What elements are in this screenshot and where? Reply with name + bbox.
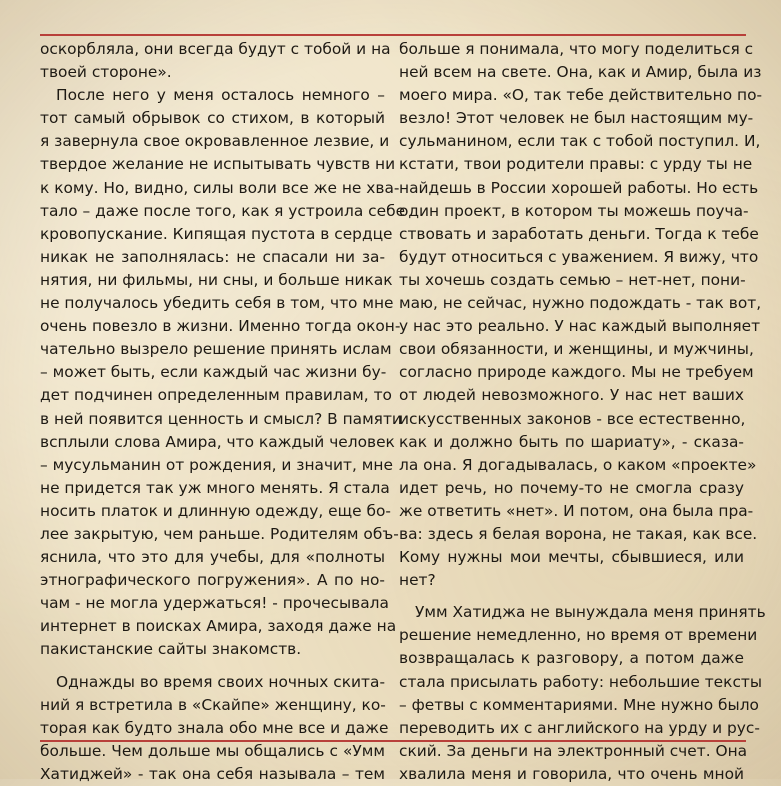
text-line: от людей невозможного. У нас нет ваших [399, 386, 744, 405]
text-line: ский. За деньги на электронный счет. Она [399, 741, 748, 760]
text-line: Хатиджей» - так она себя называла – тем [40, 764, 385, 783]
text-line: – может быть, если каждый час жизни бу- [40, 363, 387, 382]
text-line: искусственных законов - все естественно, [399, 409, 746, 428]
text-line: этнографического погружения». А по но- [40, 571, 385, 590]
text-line: я завернула свое окровавленное лезвие, и [40, 132, 390, 151]
text-line: чательно вызрело решение принять ислам [40, 340, 392, 359]
text-line: согласно природе каждого. Мы не требуем [399, 363, 754, 382]
text-line: идет речь, но почему-то не смогла сразу [399, 478, 744, 497]
text-line: твоей стороне». [40, 63, 172, 82]
text-line: возвращалась к разговору, а потом даже [399, 649, 744, 668]
text-line: очень повезло в жизни. Именно тогда окон- [40, 317, 401, 336]
text-line: – фетвы с комментариями. Мне нужно было [399, 695, 759, 714]
text-line: ла она. Я догадывалась, о каком «проекте» [399, 455, 757, 474]
text-line: маю, не сейчас, нужно подождать - так вот, [399, 294, 762, 313]
text-line: чам - не могла удержаться! - прочесывала [40, 594, 389, 613]
text-line: торая как будто знала обо мне все и даже [40, 718, 389, 737]
text-line: нет? [399, 571, 436, 590]
text-line: тало – даже после того, как я устроила себе [40, 201, 406, 220]
text-line: стала присылать работу: небольшие тексты [399, 672, 763, 691]
text-line: ва: здесь я белая ворона, не такая, как все. [399, 524, 758, 543]
text-line: решение немедленно, но время от времени [399, 626, 758, 645]
text-line: твердое желание не испытывать чувств ни [40, 155, 396, 174]
top-rule [40, 34, 746, 36]
text-line: яснила, что это для учебы, для «полноты [40, 548, 385, 567]
text-line: ний я встретила в «Скайпе» женщину, ко- [40, 695, 386, 714]
text-line: моего мира. «О, так тебе действительно по- [399, 86, 763, 105]
text-line: хвалила меня и говорила, что очень мной [399, 764, 744, 783]
text-line: ствовать и заработать деньги. Тогда к тебе [399, 224, 759, 243]
text-line: нятия, ни фильмы, ни сны, и больше никак [40, 270, 393, 289]
text-line: пакистанские сайты знакомств. [40, 640, 302, 659]
text-line: сульманином, если так с тобой поступил. И, [399, 132, 761, 151]
text-line: найдешь в России хорошей работы. Но есть [399, 178, 759, 197]
text-line: кровопускание. Кипящая пустота в сердце [40, 224, 393, 243]
text-line: не получалось убедить себя в том, что мне [40, 294, 394, 313]
right-column [399, 38, 766, 783]
text-line: в ней появится ценность и смысл? В памяти [40, 409, 402, 428]
text-line: Однажды во время своих ночных скита- [56, 672, 385, 691]
bottom-rule [40, 740, 746, 742]
text-line: никак не заполнялась: не спасали ни за- [40, 247, 385, 266]
text-line: дет подчинен определенным правилам, то [40, 386, 392, 405]
text-line: интернет в поисках Амира, заходя даже на [40, 617, 397, 636]
text-line: не придется так уж много менять. Я стала [40, 478, 390, 497]
text-line: свои обязанности, и женщины, и мужчины, [399, 340, 754, 359]
text-line: всплыли слова Амира, что каждый человек [40, 432, 395, 451]
left-column [40, 38, 406, 783]
text-line: оскорбляла, они всегда будут с тобой и на [40, 40, 391, 58]
text-line: у нас это реально. У нас каждый выполняет [399, 317, 761, 336]
text-line: тот самый обрывок со стихом, в который [40, 109, 385, 128]
text-line: лее закрытую, чем раньше. Родителям объ- [40, 524, 399, 543]
text-line: к кому. Но, видно, силы воли все же не хва- [40, 178, 400, 197]
text-line: переводить их с английского на урду и рус- [399, 718, 760, 737]
text-line: ней всем на свете. Она, как и Амир, была из [399, 63, 762, 82]
text-line: больше. Чем дольше мы общались с «Умм [40, 741, 385, 760]
text-line: как и должно быть по шариату», - сказа- [399, 432, 744, 451]
text-line: – мусульманин от рождения, и значит, мне [40, 455, 393, 474]
text-line: Кому нужны мои мечты, сбывшиеся, или [399, 548, 744, 567]
text-line: кстати, твои родители правы: с урду ты не [399, 155, 753, 174]
text-line: Умм Хатиджа не вынуждала меня принять [415, 603, 766, 622]
text-line: везло! Этот человек не был настоящим му- [399, 109, 754, 128]
text-line: носить платок и длинную одежду, еще бо- [40, 501, 391, 520]
text-line: больше я понимала, что могу поделиться с [399, 40, 754, 58]
text-line: же ответить «нет». И потом, она была пра- [399, 501, 754, 520]
text-line: После него у меня осталось немного – [56, 86, 385, 105]
text-line: один проект, в котором ты можешь поуча- [399, 201, 749, 220]
text-line: будут относиться с уважением. Я вижу, что [399, 247, 759, 266]
text-line: ты хочешь создать семью – нет-нет, пони- [399, 270, 746, 289]
